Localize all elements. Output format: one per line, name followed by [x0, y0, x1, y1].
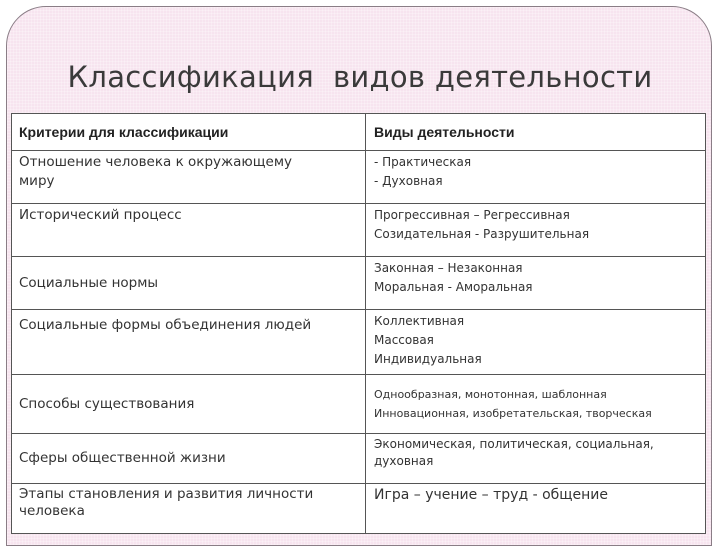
criterion-text: Исторический процесс	[19, 207, 182, 223]
criterion-text: Способы существования	[19, 395, 195, 412]
criterion-text: Этапы становления и развития личности	[19, 486, 314, 502]
kind-text: Экономическая, политическая, социальная,	[374, 437, 654, 451]
table-row	[12, 375, 706, 434]
kind-text: Прогрессивная – Регрессивная	[374, 208, 570, 222]
kind-text: Коллективная	[374, 314, 465, 328]
kinds-cell	[366, 434, 706, 484]
criterion-text: Сферы общественной жизни	[19, 450, 226, 466]
kinds-cell	[366, 484, 706, 534]
table-row	[12, 310, 706, 375]
kinds-cell	[366, 204, 706, 257]
criterion-cell	[12, 151, 366, 204]
criterion-text: миру	[19, 173, 55, 189]
kind-text: - Практическая	[374, 155, 472, 169]
kind-text: - Духовная	[374, 174, 443, 188]
kind-text: Индивидуальная	[374, 352, 482, 366]
kind-text: Моральная - Аморальная	[374, 280, 533, 294]
criterion-cell	[12, 484, 366, 534]
table-row	[12, 484, 706, 534]
kind-text: Законная – Незаконная	[374, 261, 523, 275]
table-header-row	[12, 114, 706, 151]
criterion-cell	[12, 310, 366, 375]
kind-text: Однообразная, монотонная, шаблонная	[374, 388, 607, 401]
criterion-cell	[12, 434, 366, 484]
criterion-text: Отношение человека к окружающему	[19, 154, 292, 170]
kind-text: Игра – учение – труд - общение	[374, 487, 608, 503]
kind-text: Созидательная - Разрушительная	[374, 227, 590, 241]
table-row	[12, 151, 706, 204]
criterion-text: Социальные формы объединения людей	[19, 317, 312, 333]
criterion-cell	[12, 257, 366, 310]
kinds-cell	[366, 375, 706, 434]
kind-text: духовная	[374, 454, 434, 468]
kinds-cell	[366, 257, 706, 310]
kind-text: Инновационная, изобретательская, творческая	[374, 407, 652, 420]
table-row	[12, 204, 706, 257]
criterion-text: человека	[19, 503, 85, 519]
classification-table	[11, 113, 706, 534]
header-criteria: Критерии для классификации	[12, 114, 366, 151]
criterion-cell	[12, 204, 366, 257]
kind-text: Массовая	[374, 333, 434, 347]
criterion-cell	[12, 375, 366, 434]
table-row	[12, 257, 706, 310]
kinds-cell	[366, 151, 706, 204]
kinds-cell	[366, 310, 706, 375]
header-kinds: Виды деятельности	[366, 114, 706, 151]
criterion-text: Социальные нормы	[19, 274, 159, 291]
table-row	[12, 434, 706, 484]
page-title: Классификация видов деятельности	[67, 60, 653, 94]
